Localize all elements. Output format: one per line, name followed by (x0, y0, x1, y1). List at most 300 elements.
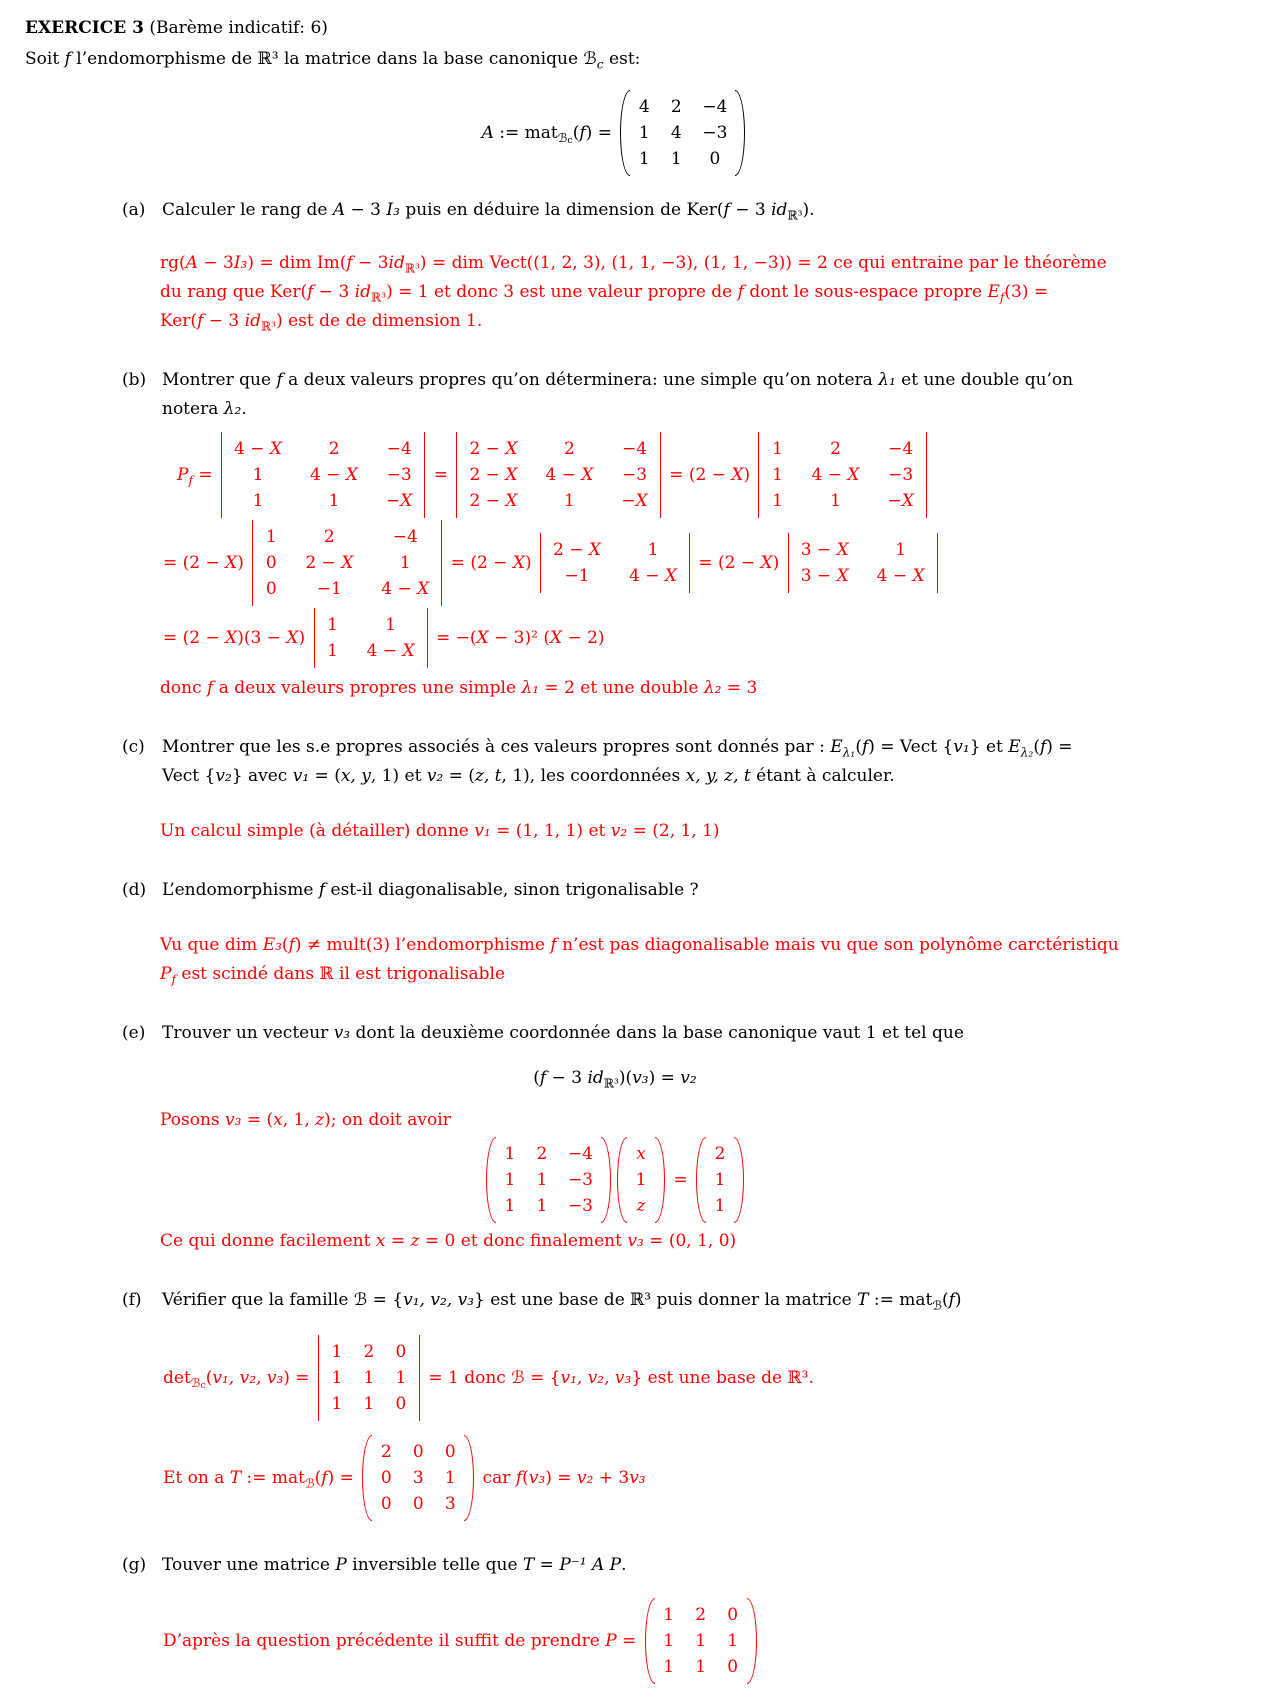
matrix-cell: 4 − X (310, 465, 359, 485)
text-segment: λ₁ (521, 678, 540, 698)
matrix-cell: 1 (714, 1170, 726, 1190)
layout (558, 131, 573, 145)
text-segment: f (346, 253, 353, 273)
text-segment: = (616, 1631, 642, 1651)
text-segment: f (197, 311, 204, 331)
text-segment: ℝ³ (787, 208, 803, 223)
matrix-A-lhs (481, 123, 618, 147)
text-segment: ( (522, 1468, 529, 1488)
matrix-cell: 0 (265, 553, 277, 573)
matrix-cell: 2 − X (305, 553, 354, 573)
matrix-cell: 4 − X (234, 439, 283, 459)
text-segment: id (354, 282, 371, 302)
text-segment: id (244, 311, 261, 331)
answer-c (160, 817, 1264, 846)
text-segment: = (2 − X)(3 − X) (163, 628, 311, 648)
matrix-cell: 3 − X (800, 540, 849, 560)
matrix-cell: 2 (714, 1144, 726, 1164)
matrix-cell: 2 (536, 1144, 548, 1164)
text-segment: v₃ (528, 1468, 546, 1488)
layout: X (760, 553, 773, 573)
text-segment: ℝ³ (260, 319, 277, 334)
matrix-cell: 0 (412, 1442, 424, 1462)
text-segment: D’après la question précédente il suffit de prendre (163, 1631, 606, 1651)
question-e (122, 1019, 1264, 1048)
text-segment: ( (572, 123, 580, 143)
matrix-cell: 1 (663, 1631, 675, 1651)
text-segment: P (160, 964, 172, 984)
matrix-cell: 0 (727, 1605, 739, 1625)
layout: X (505, 491, 518, 511)
text-segment: T (522, 1555, 535, 1575)
text-segment: ( (1033, 737, 1040, 757)
text-segment: = 1 donc (422, 1368, 512, 1388)
right-paren (735, 90, 745, 176)
text-segment: := mat (493, 123, 558, 143)
text-segment: est: (603, 49, 641, 69)
matrix-cell: −4 (888, 439, 914, 459)
text-segment: λ₂ (223, 399, 242, 419)
text-segment: = { (524, 1368, 561, 1388)
text-segment: = ( (309, 766, 341, 786)
text-segment: . (621, 1555, 627, 1575)
matrix-cell: 1 (252, 491, 264, 511)
determinant-step-1 (221, 432, 425, 518)
answer-a (160, 249, 1264, 336)
text-segment: id (388, 253, 405, 273)
matrix-cell: 3 − X (800, 566, 849, 586)
answer-d-line-1 (160, 931, 1264, 960)
matrix-cell: 1 (695, 1631, 707, 1651)
text-segment: A (481, 123, 494, 143)
layout (655, 1598, 747, 1684)
matrix-cell: 2 (363, 1342, 375, 1362)
text-segment: = −(X − 3)² (X − 2) (430, 628, 605, 648)
text-segment: − 3 (546, 1068, 588, 1088)
text-segment: ) = dim Im( (247, 253, 347, 273)
text-segment: ) (954, 1290, 962, 1310)
text-segment: notera (162, 399, 224, 419)
text-segment: := mat (868, 1290, 933, 1310)
text-segment: c (567, 135, 573, 147)
text-segment: v₃ (225, 1110, 242, 1130)
matrix-cell: −4 (386, 439, 412, 459)
text-segment: Vu que dim (160, 935, 263, 955)
matrix-cell: 0 (380, 1468, 392, 1488)
text-segment: Trouver un vecteur (162, 1023, 334, 1043)
matrix-cell: 3 (412, 1468, 424, 1488)
text-segment: = ( (241, 1110, 274, 1130)
text-segment: − 3 (203, 311, 245, 331)
text-segment: v₁ (953, 737, 970, 757)
text-segment: A (185, 253, 198, 273)
basis-symbol: ℬ (353, 1290, 368, 1310)
text-segment: rg( (160, 253, 186, 273)
layout: X (512, 553, 525, 573)
text-segment: = (2 − X) (445, 553, 537, 573)
matrix-cell: 1 (695, 1657, 707, 1677)
text-segment: )( (618, 1068, 633, 1088)
text-segment: } et (969, 737, 1009, 757)
text-segment: v₃ (333, 1023, 351, 1043)
text-segment: est-il diagonalisable, sinon trigonalisable ? (325, 880, 699, 900)
layout (372, 1435, 464, 1521)
matrix-cell: 1 (536, 1170, 548, 1190)
left-paren (620, 90, 630, 176)
layout (318, 1335, 420, 1421)
matrix-cell: 1 (385, 615, 396, 635)
text-segment: la matrice dans la base canonique (278, 49, 584, 69)
layout: X (402, 641, 415, 661)
text-segment: E₃ (262, 935, 282, 955)
text-segment: Soit (25, 49, 65, 69)
matrix-cell: 1 (564, 491, 575, 511)
layout: X (581, 465, 594, 485)
matrix-A (620, 90, 745, 176)
text-segment: (3) = (1004, 282, 1049, 302)
answer-d (160, 931, 1264, 989)
text-segment: ( (941, 1290, 949, 1310)
text-segment: − 3 (345, 200, 387, 220)
text-segment: ( (281, 935, 289, 955)
text-segment: f (723, 200, 730, 220)
text-segment: du rang que Ker( (160, 282, 308, 302)
text-segment: ℝ³ (404, 261, 420, 276)
left-paren (486, 1137, 496, 1223)
layout (788, 533, 938, 593)
question-f (122, 1286, 1264, 1315)
matrix-cell: −3 (888, 465, 914, 485)
text-segment: ) = (585, 123, 618, 143)
layout (314, 608, 428, 668)
answer-a-line-1 (160, 249, 1264, 278)
layout: X (286, 628, 299, 648)
text-segment: T (229, 1468, 242, 1488)
layout (191, 1376, 206, 1390)
answer-a-line-3 (160, 307, 1264, 336)
text-segment: Un calcul simple (à détailler) donne (160, 821, 475, 841)
text-segment: ( (855, 737, 862, 757)
text-segment: est scindé dans ℝ il est trigonalisable (175, 964, 506, 984)
text-segment: ℝ³ (603, 1076, 619, 1091)
text-segment: Et on a (163, 1468, 230, 1488)
layout (758, 432, 926, 518)
text-segment: = (534, 1555, 560, 1575)
layout: X (912, 566, 925, 586)
layout (456, 432, 660, 518)
text-segment: = (2 − X) (663, 465, 756, 485)
text-segment: = ( (443, 766, 475, 786)
layout: X (549, 628, 563, 648)
determinant-step-3 (758, 432, 926, 518)
matrix-cell: −X (887, 491, 914, 511)
matrix-cell: 1 (363, 1368, 375, 1388)
matrix-A-equation (25, 90, 1205, 176)
matrix-cell: 2 (564, 439, 575, 459)
matrix-cell: 1 (252, 465, 264, 485)
matrix-cell: 2 (328, 439, 340, 459)
text-segment: Vérifier que la famille (162, 1290, 354, 1310)
layout (221, 432, 425, 518)
matrix-cell (635, 1193, 647, 1219)
text-segment: c (596, 57, 604, 72)
text-segment: f (64, 49, 71, 69)
text-segment: = 0 et donc finalement (419, 1231, 628, 1251)
matrix-cell: 1 (895, 540, 907, 560)
text-segment: f (288, 935, 295, 955)
matrix-cell: −3 (567, 1196, 593, 1216)
text-segment: car (477, 1468, 516, 1488)
text-segment: Touver une matrice (162, 1555, 336, 1575)
matrix-cell: 4 (638, 97, 650, 117)
question-a (122, 196, 1264, 225)
text-segment: ) = (1046, 737, 1073, 757)
text-segment: dont la deuxième coordonnée dans la base canonique vaut 1 et tel que (350, 1023, 964, 1043)
layout: X (635, 491, 648, 511)
layout: X (417, 579, 430, 599)
matrix-cell: 1 (772, 465, 783, 485)
question-c-text (162, 733, 1073, 791)
matrix-T (362, 1435, 474, 1521)
text-segment: λ₂ (703, 678, 722, 698)
text-segment: ℝ³ (787, 1368, 809, 1388)
text-segment: v₂ (426, 766, 444, 786)
layout (627, 1137, 655, 1223)
text-segment: id (587, 1068, 604, 1088)
text-segment: puis donner la matrice (651, 1290, 858, 1310)
matrix-cell: 2 (670, 97, 682, 117)
layout (252, 520, 442, 606)
answer-f-determinant-line (163, 1335, 1264, 1421)
text-segment: = (668, 1170, 694, 1190)
char-poly-line-3 (163, 608, 1264, 668)
text-segment: puis en déduire la dimension de Ker( (399, 200, 724, 220)
text-segment: I₃ (386, 200, 400, 220)
layout: X (836, 566, 849, 586)
text-segment: (Barème indicatif: 6) (143, 18, 328, 38)
question-a-label: (a) (122, 200, 146, 220)
T-rhs (477, 1468, 645, 1488)
matrix-cell: 2 (830, 439, 841, 459)
text-segment: f (207, 678, 214, 698)
answer-e-conclusion (160, 1227, 1264, 1256)
text-segment: v₂ (610, 821, 628, 841)
text-segment: v₃ (632, 1068, 649, 1088)
matrix-cell: −4 (702, 97, 728, 117)
matrix-cell: 1 (638, 149, 650, 169)
text-segment: Ce qui donne facilement (160, 1231, 376, 1251)
text-segment: f (321, 1468, 328, 1488)
layout: z (636, 1196, 646, 1216)
matrix-cell: −3 (622, 465, 648, 485)
text-segment: f (550, 935, 557, 955)
text-segment: = (2, 1, 1) (627, 821, 720, 841)
text-segment: f (318, 880, 326, 900)
text-segment: inversible telle que (346, 1555, 523, 1575)
matrix-cell: 1 (444, 1468, 456, 1488)
layout: X (400, 491, 413, 511)
matrix-cell: −4 (567, 1144, 593, 1164)
question-d-label: (d) (122, 880, 147, 900)
text-segment: Posons (160, 1110, 226, 1130)
matrix-cell: 1 (399, 553, 411, 573)
text-segment: v₁ (474, 821, 491, 841)
layout: X (847, 465, 860, 485)
matrix-cell: 4 − X (545, 465, 594, 485)
matrix-cell: 1 (536, 1196, 548, 1216)
question-f-label: (f) (122, 1290, 142, 1310)
text-segment: ( (314, 1468, 322, 1488)
question-d-text (162, 876, 699, 905)
matrix-cell: 1 (331, 1342, 343, 1362)
intro-sentence (25, 45, 1264, 74)
text-segment: dont le sous-espace propre (743, 282, 988, 302)
matrix-cell: −3 (567, 1170, 593, 1190)
matrix-cell: 2 (695, 1605, 707, 1625)
text-segment: f (861, 737, 869, 757)
text-segment: v₂ (215, 766, 232, 786)
text-segment: x, y (340, 766, 371, 786)
layout: X (269, 439, 283, 459)
question-a-text (162, 196, 815, 225)
text-segment: ); on doit avoir (324, 1110, 451, 1130)
text-segment: v₃ (627, 1231, 644, 1251)
matrix-cell: 1 (327, 615, 338, 635)
matrix-cell: −X (621, 491, 648, 511)
matrix-cell: 4 − X (628, 566, 677, 586)
text-segment: ℝ³ (371, 290, 387, 305)
text-segment: E (830, 737, 843, 757)
text-segment: f (307, 282, 314, 302)
text-segment: + 3 (593, 1468, 630, 1488)
matrix-cell: 2 (380, 1442, 392, 1462)
matrix-cell: −4 (392, 527, 418, 547)
text-segment: x (273, 1110, 283, 1130)
text-segment: = (385, 1231, 411, 1251)
question-f-text (162, 1286, 962, 1315)
basis-symbol: ℬ (511, 1368, 525, 1388)
text-segment: v₁, v₂, v₃ (212, 1368, 284, 1388)
text-segment: étant à calculer. (750, 766, 895, 786)
layout (162, 366, 1073, 395)
layout: X (588, 540, 601, 560)
question-b-label: (b) (122, 370, 147, 390)
text-segment: − 3 (729, 200, 772, 220)
matrix-cell: 2 − X (469, 491, 518, 511)
matrix-cell: 2 − X (553, 540, 601, 560)
layout: X (731, 465, 744, 485)
layout (706, 1137, 734, 1223)
text-segment: − 3 (197, 253, 234, 273)
equation-e (25, 1068, 1205, 1091)
text-segment: E (1008, 737, 1021, 757)
question-g (122, 1551, 1264, 1580)
layout (162, 733, 1073, 762)
matrix-cell: 1 (504, 1144, 516, 1164)
determinant-step-5 (540, 533, 690, 593)
text-segment: λ₁ (878, 370, 896, 390)
answer-d-line-2 (160, 960, 1264, 989)
right-paren (655, 1137, 665, 1223)
answer-a-line-2 (160, 278, 1264, 307)
matrix-cell: 1 (772, 439, 783, 459)
text-segment: f (999, 290, 1005, 305)
layout: X (664, 566, 677, 586)
matrix-cell: −3 (702, 123, 728, 143)
layout: X (225, 553, 238, 573)
matrix-cell: 0 (444, 1442, 456, 1462)
text-segment: } est une base de (474, 1290, 631, 1310)
text-segment: ) = (283, 1368, 315, 1388)
layout: X (505, 439, 518, 459)
matrix-cell: −3 (386, 465, 412, 485)
R3-symbol: ℝ³ (257, 49, 279, 69)
layout (162, 762, 1073, 791)
text-segment: ) = Vect { (868, 737, 954, 757)
matrix-cell: −4 (622, 439, 648, 459)
text-segment: L’endomorphisme (162, 880, 319, 900)
matrix-cell: 3 (444, 1494, 456, 1514)
text-segment: f (948, 1290, 955, 1310)
text-segment: = (2 − X) (163, 553, 250, 573)
text-segment: = { (367, 1290, 404, 1310)
matrix-cell: 0 (395, 1394, 407, 1414)
text-segment: ℬ (190, 1376, 201, 1391)
text-segment: } avec (231, 766, 293, 786)
right-paren (464, 1435, 474, 1521)
matrix-cell: 0 (395, 1342, 407, 1362)
text-segment: P (605, 1631, 617, 1651)
matrix-cell: 4 − X (876, 566, 925, 586)
text-segment: x (375, 1231, 386, 1251)
text-segment: c (200, 1380, 206, 1392)
text-segment: = (2 − X) (692, 553, 785, 573)
determinant-basis (318, 1335, 420, 1421)
text-segment: f (515, 1468, 523, 1488)
rhs-vector (696, 1137, 744, 1223)
text-segment: , 1, (282, 1110, 316, 1130)
matrix-cell: 2 − X (469, 439, 518, 459)
det-lhs (163, 1368, 315, 1392)
question-g-label: (g) (122, 1555, 147, 1575)
matrix-cell: 0 (380, 1494, 392, 1514)
text-segment: n’est pas diagonalisable mais vu que son polynôme carctéristiqu (556, 935, 1119, 955)
text-segment: l’endomorphisme de (70, 49, 258, 69)
matrix-cell: −1 (564, 566, 590, 586)
matrix-cell: 1 (363, 1394, 375, 1414)
matrix-cell: 4 − X (811, 465, 860, 485)
text-segment: ℬ (305, 1476, 315, 1491)
matrix-cell: 4 − X (381, 579, 430, 599)
text-segment: v₁ (292, 766, 310, 786)
matrix-cell: 2 (323, 527, 335, 547)
text-segment: = (1, 1, 1) et (490, 821, 611, 841)
matrix-cell: 1 (714, 1196, 726, 1216)
text-segment: λ₁ (842, 745, 856, 760)
text-segment: Calculer le rang de (162, 200, 333, 220)
text-segment: v₂ (576, 1468, 594, 1488)
layout: x (636, 1144, 646, 1164)
right-paren (734, 1137, 744, 1223)
matrix-P (645, 1598, 757, 1684)
matrix-cell: 0 (265, 579, 277, 599)
text-segment: . (241, 399, 247, 419)
text-segment: ) est de de dimension 1. (276, 311, 483, 331)
matrix-cell: 1 (265, 527, 277, 547)
right-paren (601, 1137, 611, 1223)
char-poly-line-1 (177, 432, 1264, 518)
matrix-cell: 0 (727, 1657, 739, 1677)
